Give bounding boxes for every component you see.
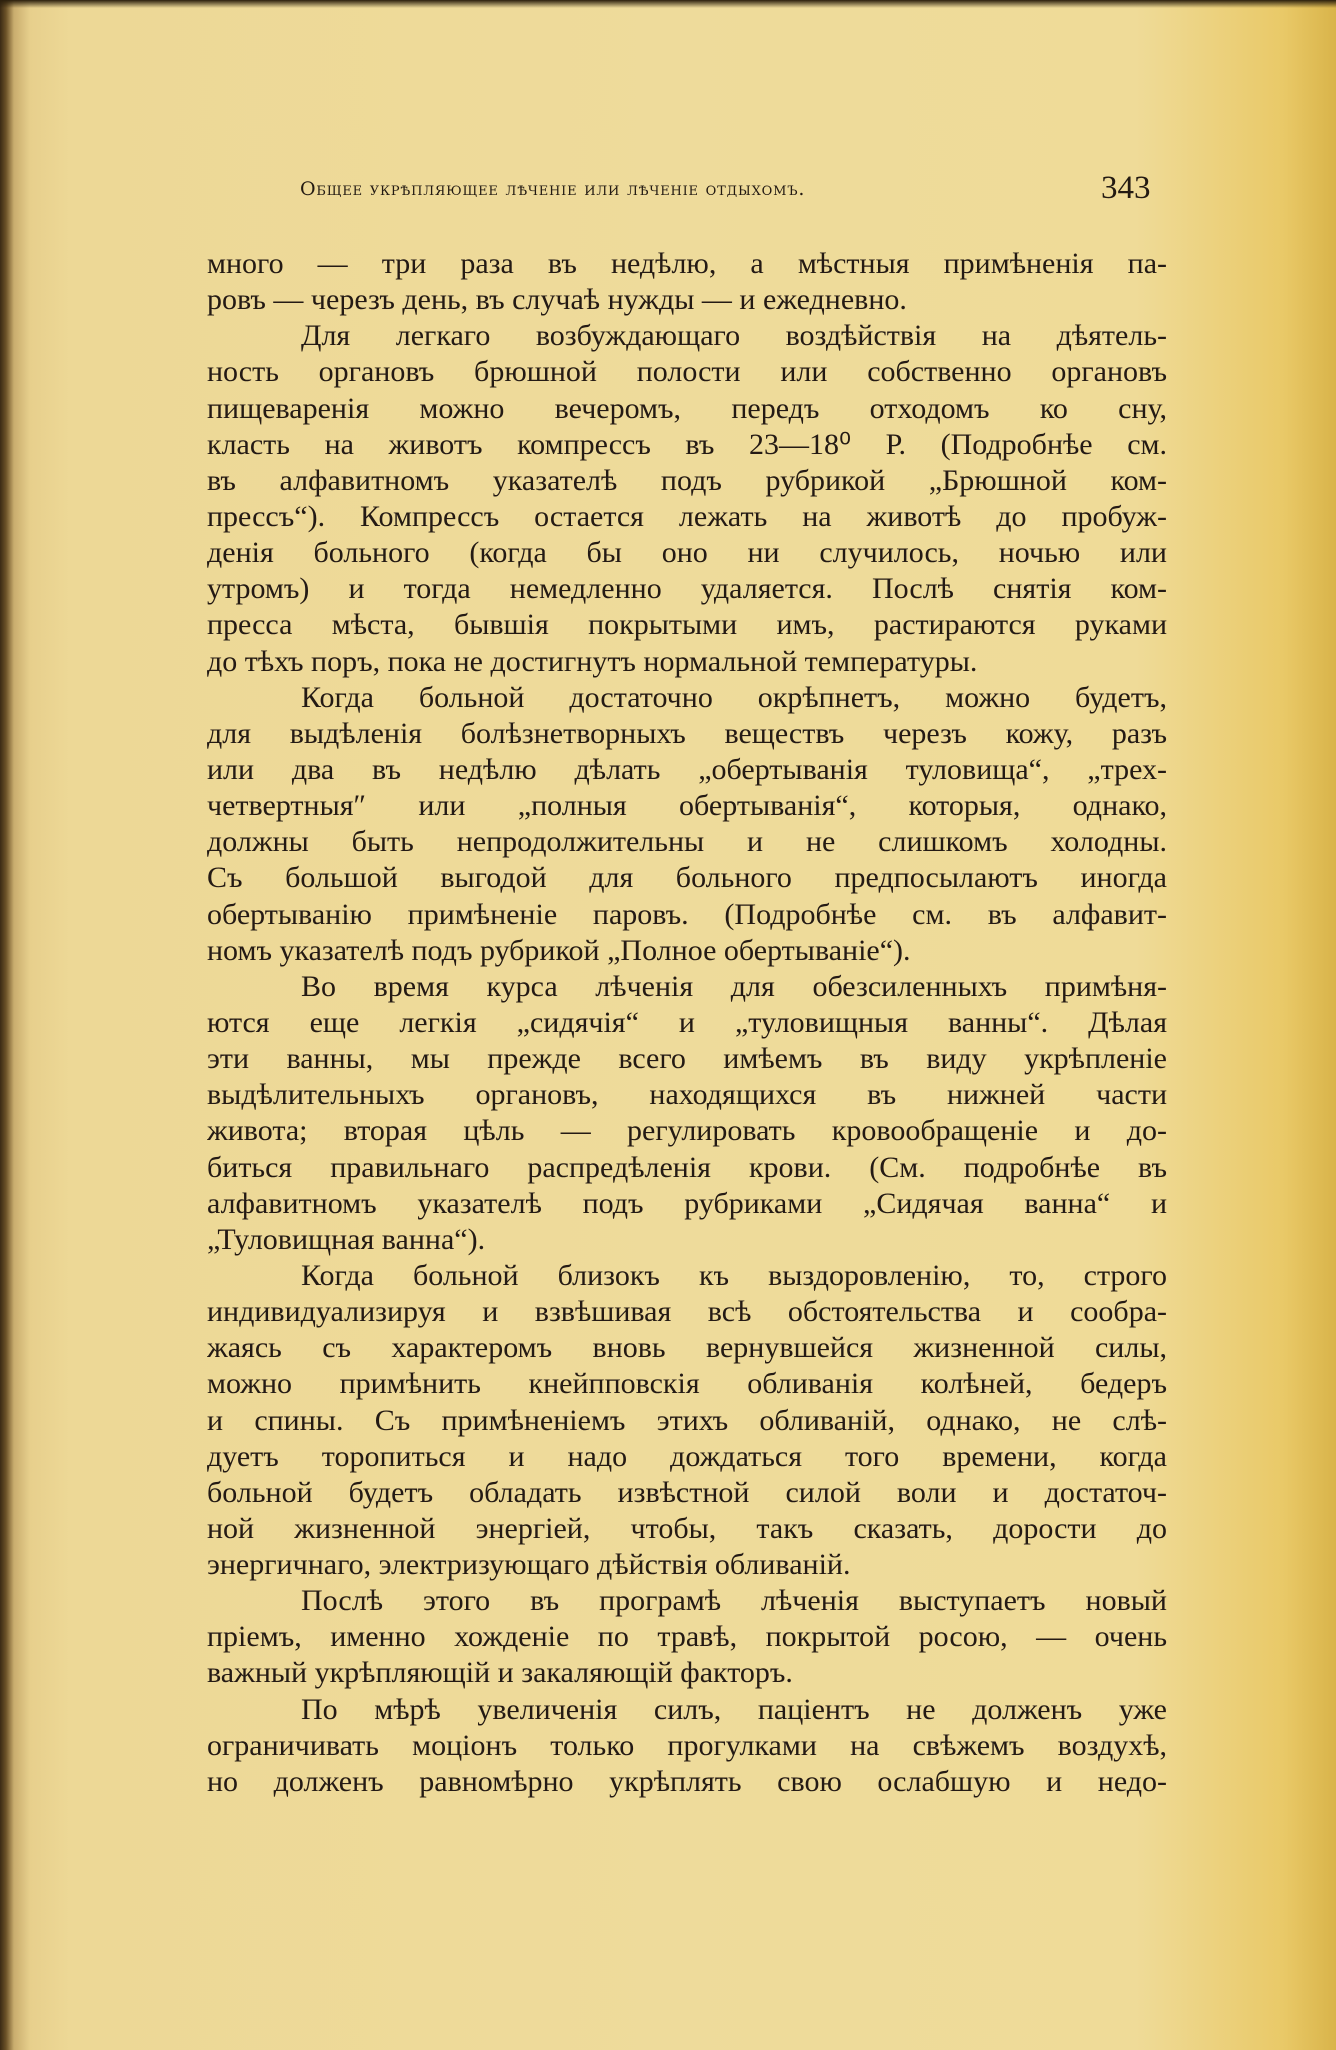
text-line: въ алфавитномъ указателѣ подъ рубрикой „Брюшной ком- bbox=[207, 463, 1167, 497]
text-line: ограничивать моціонъ только прогулками на свѣжемъ воздухѣ, bbox=[207, 1728, 1167, 1762]
text-line: ной жизненной энергіей, чтобы, такъ сказать, дорости до bbox=[207, 1511, 1167, 1545]
text-line: денія больного (когда бы оно ни случилось, ночью или bbox=[207, 536, 1167, 570]
text-line: много — три раза въ недѣлю, а мѣстныя примѣненія па- bbox=[207, 247, 1167, 280]
text-line: ность органовъ брюшной полости или собственно органовъ bbox=[207, 355, 1167, 389]
text-line: алфавитномъ указателѣ подъ рубриками „Сидячая ванна“ и bbox=[207, 1186, 1167, 1220]
text-line: должны быть непродолжительны и не слишкомъ холодны. bbox=[207, 825, 1167, 859]
text-line: Для легкаго возбуждающаго воздѣйствія на дѣятель- bbox=[301, 319, 1167, 353]
text-line: пресса мѣста, бывшія покрытыми имъ, растираются руками bbox=[207, 608, 1167, 642]
page-number: 343 bbox=[1101, 170, 1151, 206]
text-line: номъ указателѣ подъ рубрикой „Полное обертываніе“). bbox=[207, 933, 911, 967]
text-line: четвертныя″ или „полныя обертыванія“, которыя, однако, bbox=[207, 789, 1167, 823]
text-line: пріемъ, именно хожденіе по травѣ, покрытой росою, — очень bbox=[207, 1620, 1167, 1654]
text-line: ются еще легкія „сидячія“ и „туловищныя ванны“. Дѣлая bbox=[207, 1005, 1167, 1039]
running-header bbox=[0, 170, 1336, 218]
running-head-title: Общее укрѣпляющее лѣченіе или лѣченіе отдыхомъ. bbox=[300, 178, 806, 200]
text-line: эти ванны, мы прежде всего имѣемъ въ виду укрѣпленіе bbox=[207, 1042, 1167, 1076]
text-line: Когда больной достаточно окрѣпнетъ, можно будетъ, bbox=[301, 680, 1167, 714]
text-line: для выдѣленія болѣзнетворныхъ веществъ черезъ кожу, разъ bbox=[207, 716, 1167, 750]
text-line: жаясь съ характеромъ вновь вернувшейся жизненной силы, bbox=[207, 1331, 1167, 1365]
text-line: Во время курса лѣченія для обезсиленныхъ примѣня- bbox=[301, 969, 1167, 1003]
text-line: Когда больной близокъ къ выздоровленію, то, строго bbox=[301, 1258, 1167, 1292]
text-line: класть на животъ компрессъ въ 23—18⁰ Р. (Подробнѣе см. bbox=[207, 427, 1167, 461]
text-line: выдѣлительныхъ органовъ, находящихся въ нижней части bbox=[207, 1078, 1167, 1112]
text-line: больной будетъ обладать извѣстной силой воли и достаточ- bbox=[207, 1475, 1167, 1509]
text-line: пищеваренія можно вечеромъ, передъ отходомъ ко сну, bbox=[207, 391, 1167, 425]
body-text bbox=[207, 246, 1167, 1800]
scan-edge-shadow bbox=[0, 0, 1336, 8]
text-line: ровъ — черезъ день, въ случаѣ нужды — и ежедневно. bbox=[207, 283, 907, 317]
text-line: можно примѣнить кнейпповскія обливанія колѣней, бедеръ bbox=[207, 1367, 1167, 1401]
text-line: прессъ“). Компрессъ остается лежать на животѣ до пробуж- bbox=[207, 499, 1167, 533]
text-line: Послѣ этого въ програмѣ лѣченія выступаетъ новый bbox=[301, 1584, 1167, 1618]
text-line: индивидуализируя и взвѣшивая всѣ обстоятельства и сообра- bbox=[207, 1295, 1167, 1329]
text-line: живота; вторая цѣль — регулировать кровообращеніе и до- bbox=[207, 1114, 1167, 1148]
text-line: Съ большой выгодой для больного предпосылаютъ иногда bbox=[207, 861, 1167, 895]
text-line: По мѣрѣ увеличенія силъ, паціентъ не долженъ уже bbox=[301, 1692, 1167, 1726]
text-line: но долженъ равномѣрно укрѣплять свою ослабшую и недо- bbox=[207, 1764, 1167, 1798]
text-line: энергичнаго, электризующаго дѣйствія обливаній. bbox=[207, 1548, 851, 1582]
text-line: и спины. Съ примѣненіемъ этихъ обливаній, однако, не слѣ- bbox=[207, 1403, 1167, 1437]
text-line: или два въ недѣлю дѣлать „обертыванія туловища“, „трех- bbox=[207, 752, 1167, 786]
text-line: „Туловищная ванна“). bbox=[207, 1222, 486, 1256]
text-line: обертыванію примѣненіе паровъ. (Подробнѣе см. въ алфавит- bbox=[207, 897, 1167, 931]
text-line: дуетъ торопиться и надо дождаться того времени, когда bbox=[207, 1439, 1167, 1473]
text-line: важный укрѣпляющій и закаляющій факторъ. bbox=[207, 1656, 793, 1690]
text-line: утромъ) и тогда немедленно удаляется. Послѣ снятія ком- bbox=[207, 572, 1167, 606]
text-line: биться правильнаго распредѣленія крови. (См. подробнѣе въ bbox=[207, 1150, 1167, 1184]
text-line: до тѣхъ поръ, пока не достигнутъ нормальной температуры. bbox=[207, 644, 978, 678]
